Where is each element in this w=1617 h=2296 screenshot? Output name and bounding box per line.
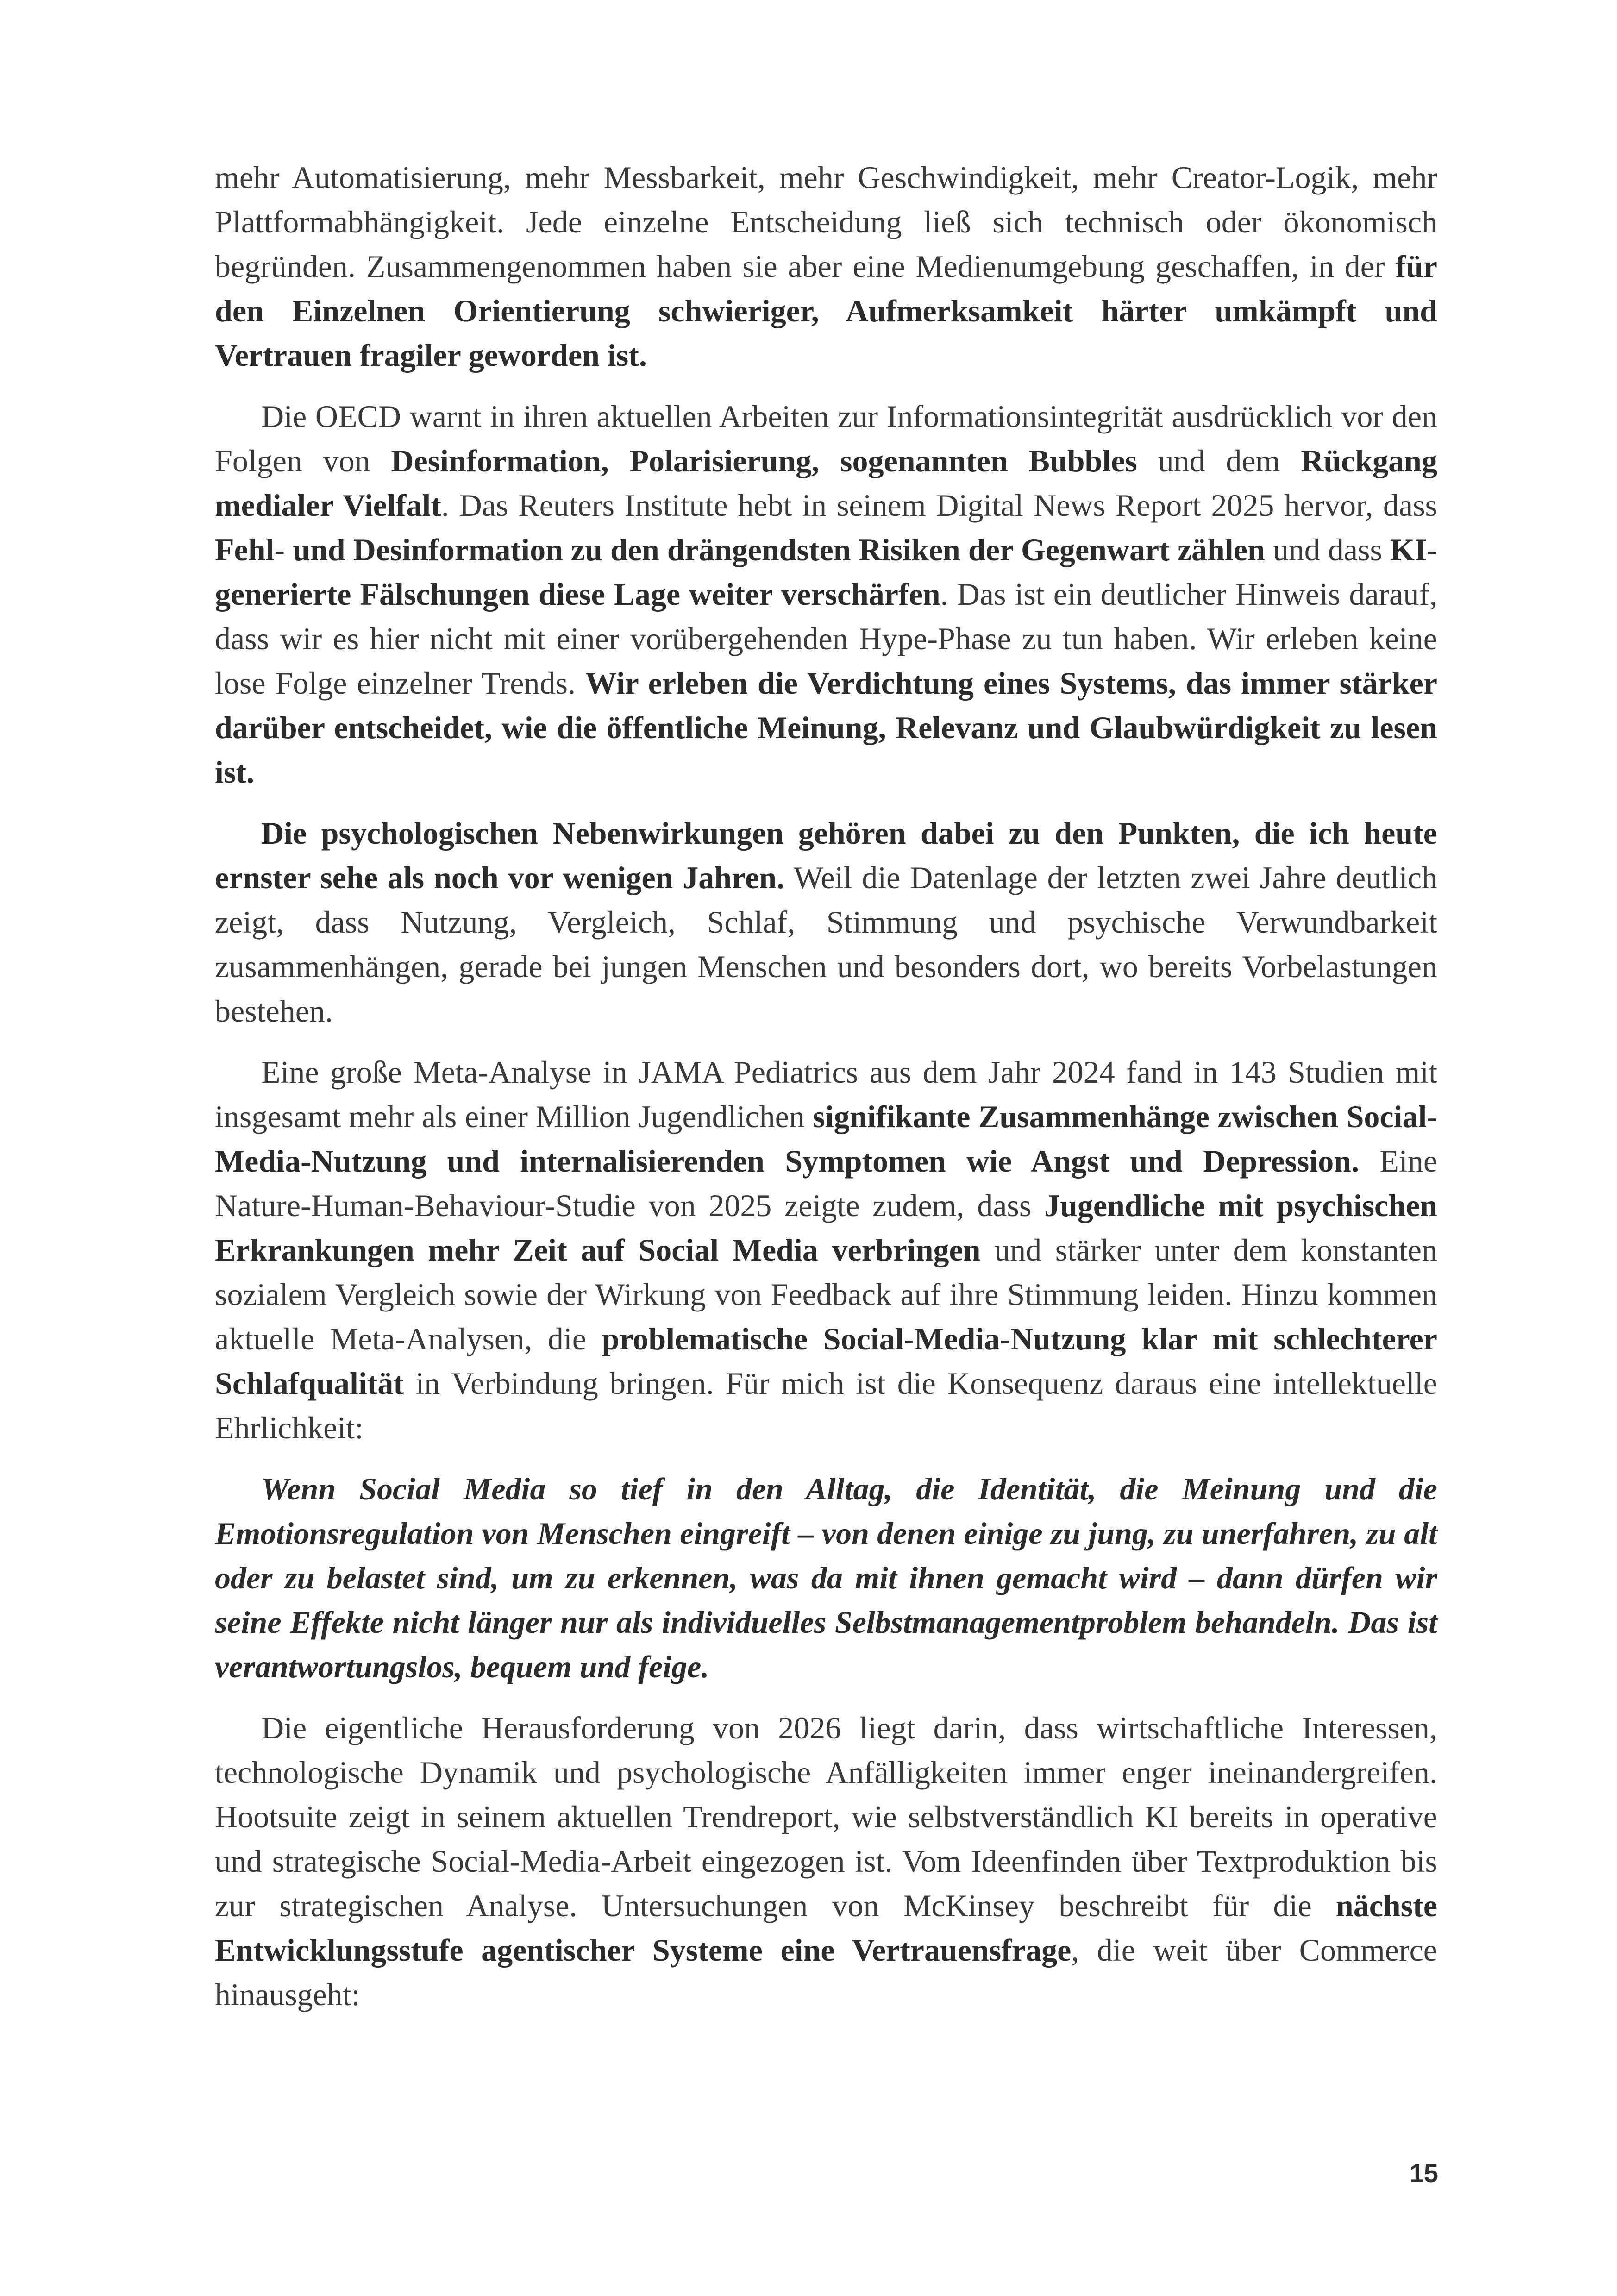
document-page xyxy=(215,155,1437,2033)
text-segment: und dem xyxy=(1137,443,1301,478)
page-number: 15 xyxy=(1409,2158,1438,2188)
text-segment-bold: Wir erleben die Verdichtung eines Systems, das immer stärker darüber entscheidet, wie die öffentliche Meinung, Relevanz und Glaubwürdigkeit zu lesen ist. xyxy=(215,665,1438,790)
text-segment: mehr Automatisierung, mehr Messbarkeit, mehr Geschwindigkeit, mehr Creator-Logik, mehr Plattformabhängigkeit. Jede einzelne Entscheidung ließ sich technisch oder ökonomisch begründen. Zusammengenommen haben sie aber eine Medienumgebung geschaffen, in der xyxy=(215,160,1437,284)
text-segment: . Das ist ein deutlicher Hinweis darauf, dass wir es hier nicht mit einer vorübergehenden Hype-Phase zu tun haben. Wir erleben keine lose Folge einzelner Trends. xyxy=(215,577,1437,701)
text-segment-bold: Fehl- und Desinformation zu den drängendsten Risiken der Gegenwart zählen xyxy=(215,532,1265,567)
text-segment: Eine Nature-Human-Behaviour-Studie von 2025 zeigte zudem, dass xyxy=(215,1143,1437,1223)
text-segment-bold: nächste Entwicklungsstufe agentischer Systeme eine Vertrauensfrage xyxy=(215,1888,1437,1968)
text-segment: , die weit über Commerce hinausgeht: xyxy=(215,1932,1437,2012)
text-segment-bold: für den Einzelnen Orientierung schwieriger, Aufmerksamkeit härter umkämpft und Vertrauen fragiler geworden ist. xyxy=(215,249,1437,373)
paragraph-psychological-effects xyxy=(215,811,1437,1033)
text-segment-bold: Jugendliche mit psychischen Erkrankungen mehr Zeit auf Social Media verbringen xyxy=(215,1188,1438,1267)
text-segment: und dass xyxy=(1265,532,1390,567)
text-segment: Weil die Datenlage der letzten zwei Jahre deutlich zeigt, dass Nutzung, Vergleich, Schlaf, Stimmung und psychische Verwundbarkeit zusammenhängen, gerade bei jungen Menschen und besonders dort, wo bereits Vorbelastungen bestehen. xyxy=(215,860,1438,1029)
text-segment: Die OECD warnt in ihren aktuellen Arbeiten zur Informationsintegrität ausdrücklich vor den Folgen von xyxy=(215,399,1437,478)
text-segment-bold: Desinformation, Polarisierung, sogenannten Bubbles xyxy=(391,443,1137,478)
text-segment-bold: signifikante Zusammenhänge zwischen Social-Media-Nutzung und internalisierenden Symptomen wie Angst und Depression. xyxy=(215,1099,1437,1179)
paragraph-meta-analysis xyxy=(215,1050,1437,1450)
text-segment-bold: problematische Social-Media-Nutzung klar mit schlechterer Schlafqualität xyxy=(215,1321,1437,1401)
text-segment: . Das Reuters Institute hebt in seinem Digital News Report 2025 hervor, dass xyxy=(441,488,1437,523)
text-segment: und stärker unter dem konstanten sozialem Vergleich sowie der Wirkung von Feedback auf ihre Stimmung leiden. Hinzu kommen aktuelle Meta-Analysen, die xyxy=(215,1232,1437,1356)
text-segment-bold: KI-generierte Fälschungen diese Lage weiter verschärfen xyxy=(215,532,1437,612)
quote-paragraph: Wenn Social Media so tief in den Alltag, die Identität, die Meinung und die Emotionsregulation von Menschen eingreift – von denen einige zu jung, zu unerfahren, zu alt oder zu belastet sind, um zu erkennen, was da mit ihnen gemacht wird – dann dürfen wir seine Effekte nicht länger nur als individuelles Selbstmanagementproblem behandeln. Das ist verantwortungslos, bequem und feige. xyxy=(215,1471,1437,1684)
text-segment-bold: Die psychologischen Nebenwirkungen gehören dabei zu den Punkten, die ich heute ernster sehe als noch vor wenigen Jahren. xyxy=(215,816,1437,895)
text-segment-bold: Rückgang medialer Vielfalt xyxy=(215,443,1437,523)
paragraph-media-environment xyxy=(215,155,1437,377)
text-segment: Die eigentliche Herausforderung von 2026 liegt darin, dass wirtschaftliche Interessen, technologische Dynamik und psychologische Anfälligkeiten immer enger ineinandergreifen. Hootsuite zeigt in seinem aktuellen Trendreport, wie selbstverständlich KI bereits in operative und strategische Social-Media-Arbeit eingezogen ist. Vom Ideenfinden über Textproduktion bis zur strategischen Analyse. Untersuchungen von McKinsey beschreibt für die xyxy=(215,1710,1437,1923)
text-segment: in Verbindung bringen. Für mich ist die Konsequenz daraus eine intellektuelle Ehrlichkeit: xyxy=(215,1366,1437,1445)
paragraph-oecd xyxy=(215,394,1437,794)
text-segment: Eine große Meta-Analyse in JAMA Pediatrics aus dem Jahr 2024 fand in 143 Studien mit insgesamt mehr als einer Million Jugendlichen xyxy=(215,1054,1437,1134)
paragraph-challenge-2026 xyxy=(215,1706,1437,2017)
